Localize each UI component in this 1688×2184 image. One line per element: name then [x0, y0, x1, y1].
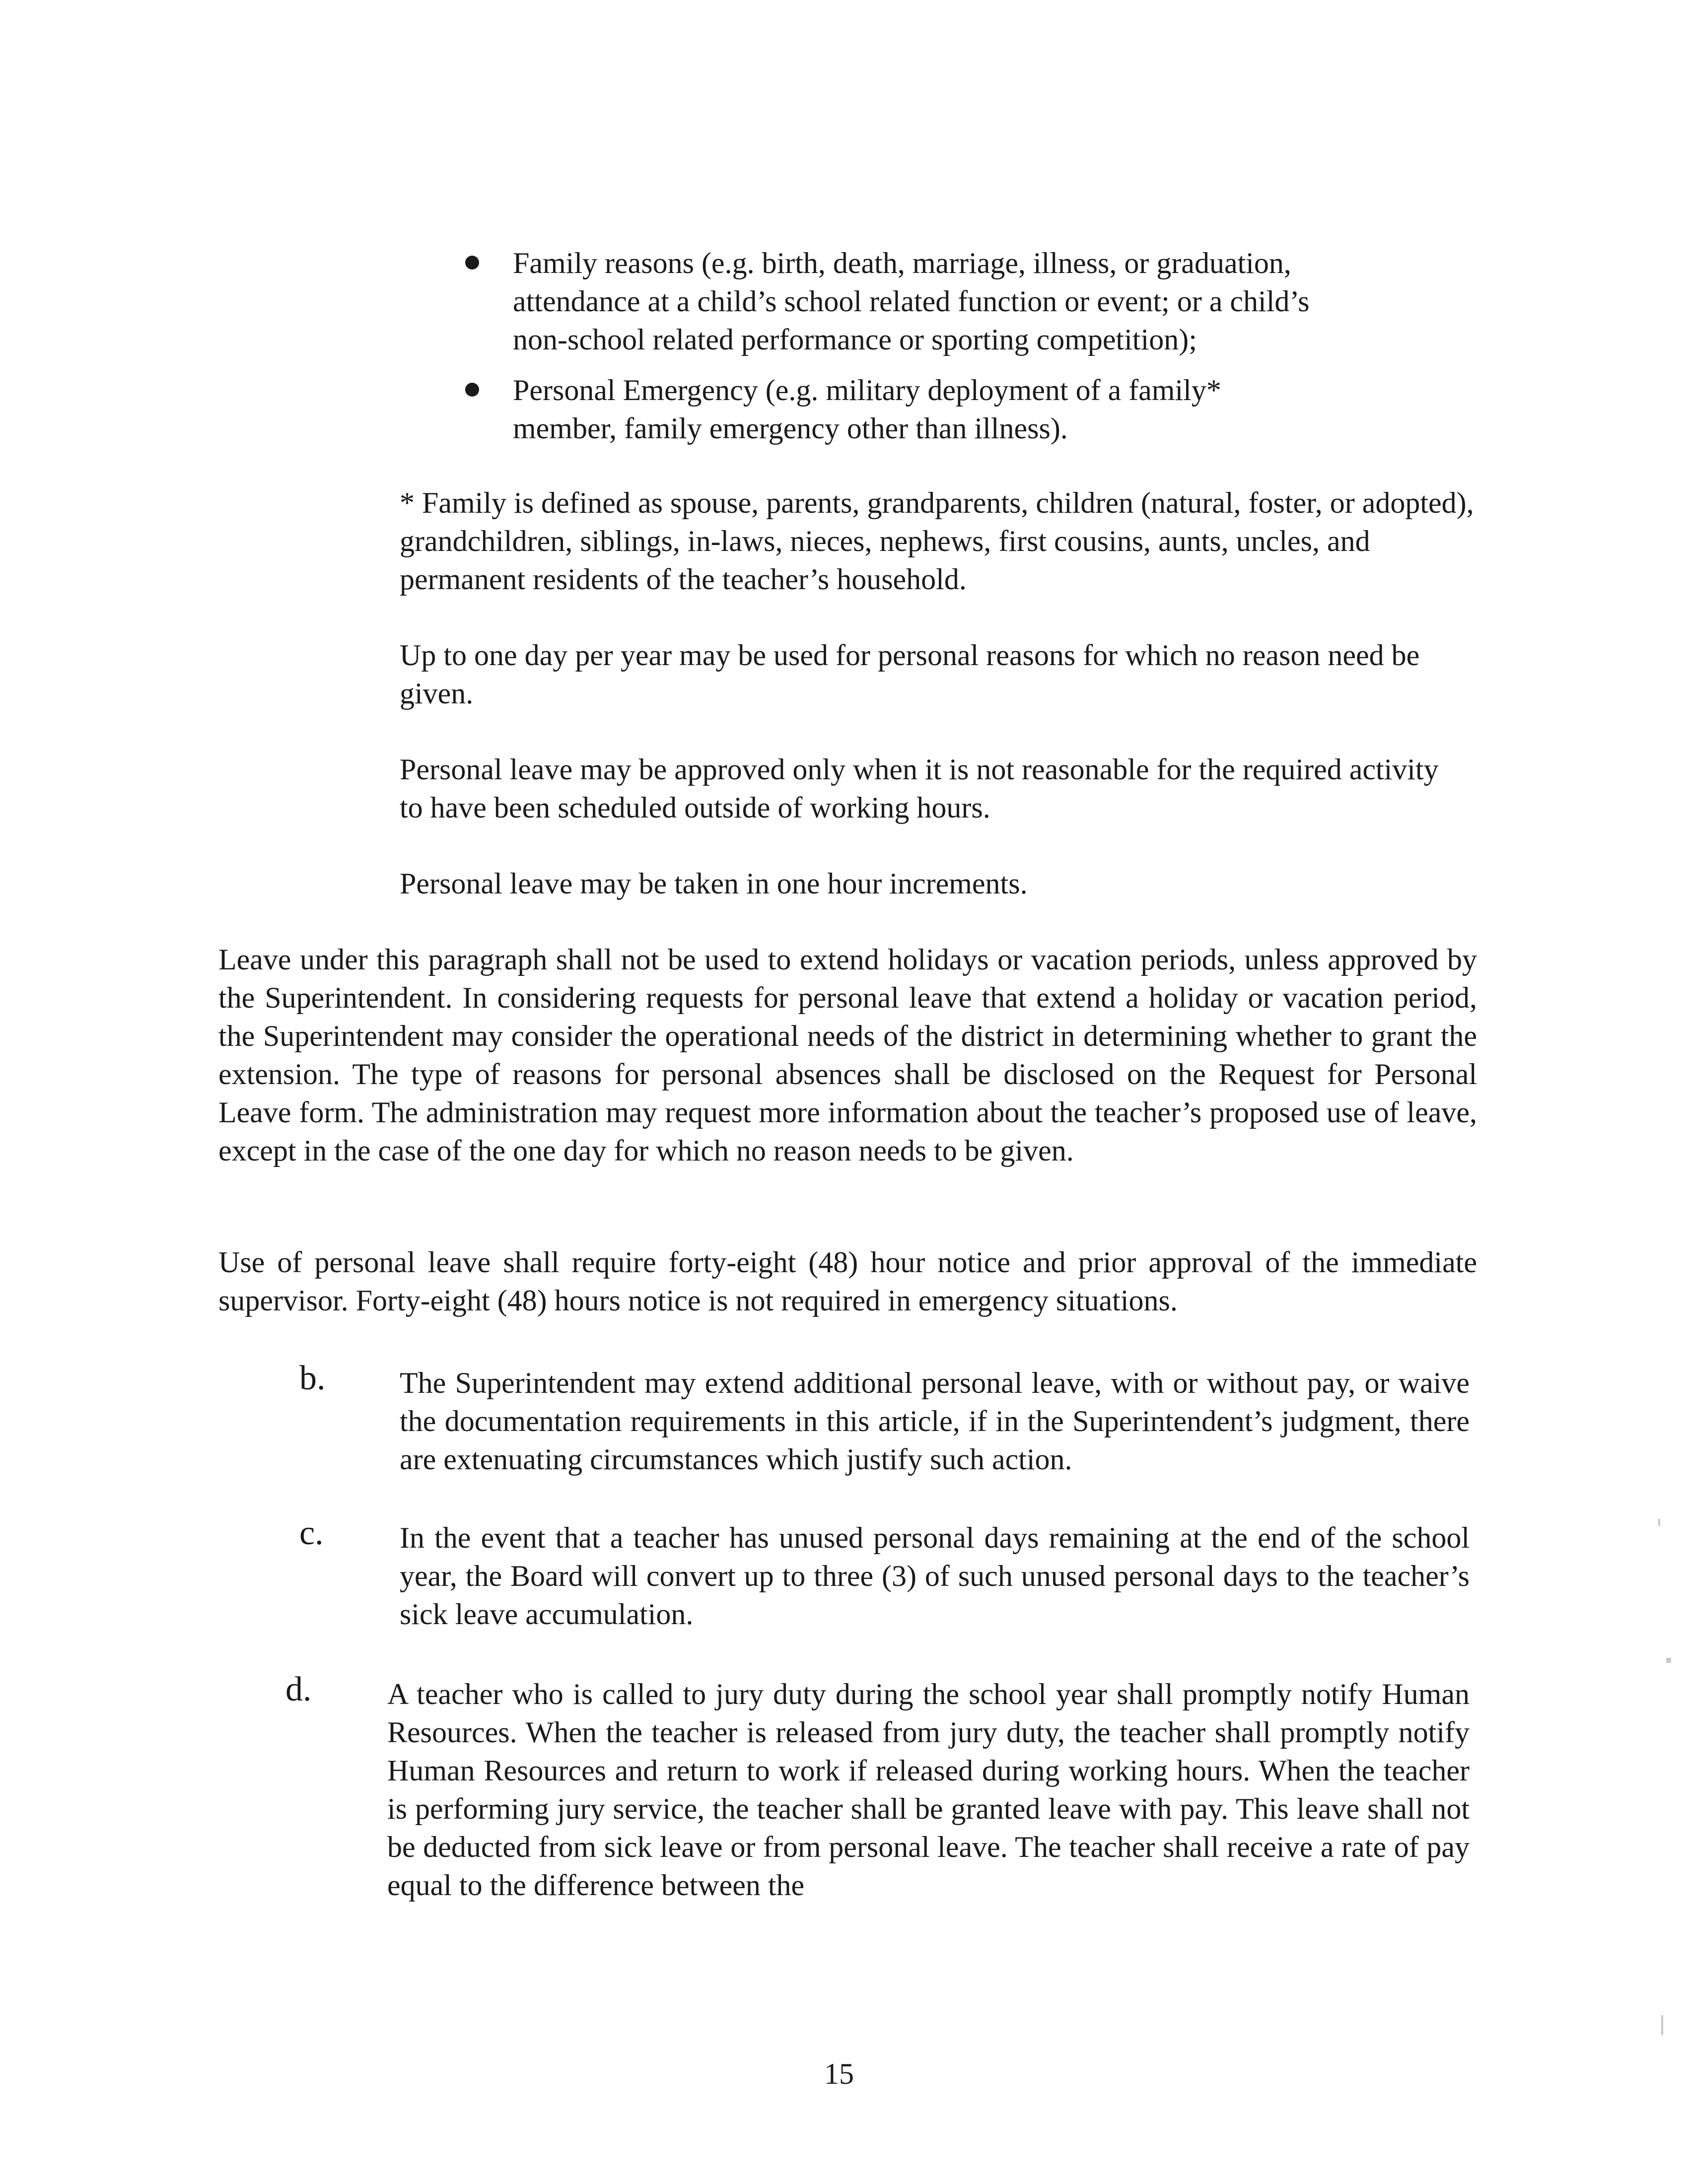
one-day-note: Up to one day per year may be used for personal reasons for which no reason need be given. — [400, 639, 1420, 710]
item-d-text: A teacher who is called to jury duty during the school year shall promptly notify Human Resources. When the teacher is released from jury duty, the teacher shall promptly notify Human Resources and return to work if released during working hours. When the teacher is performing jury service, the teacher shall be granted leave with pay. This leave shall not be deducted from sick leave or from personal leave. The teacher shall receive a rate of pay equal to the difference between the — [387, 1678, 1470, 1902]
scan-speck — [1661, 2015, 1663, 2035]
item-marker-b: b. — [299, 1359, 326, 1397]
item-marker-c: c. — [299, 1514, 324, 1552]
bullet-line: Personal Emergency (e.g. military deployment of a family* — [513, 374, 1221, 407]
page-number: 15 — [824, 2057, 854, 2090]
item-c-text: In the event that a teacher has unused personal days remaining at the end of the school year, the Board will convert up to three (3) of such unused personal days to the teacher’s sick leave accumulation. — [400, 1521, 1470, 1631]
scan-speck — [1666, 1658, 1671, 1663]
bullet-line: attendance at a child’s school related function or event; or a child’s — [513, 285, 1310, 318]
bullet-dot-icon — [465, 383, 479, 397]
notice-paragraph: Use of personal leave shall require forty-eight (48) hour notice and prior approval of the immediate supervisor. Forty-eight (48) hours notice is not required in emergency situations. — [218, 1246, 1477, 1317]
family-definition-note: * Family is defined as spouse, parents, grandparents, children (natural, foster, or adopted), grandchildren, siblings, in-laws, nieces, nephews, first cousins, aunts, uncles, and permanent residents of the teacher’s household. — [400, 486, 1474, 596]
bullet-dot-icon — [465, 256, 479, 270]
bullet-line: non-school related performance or sporting competition); — [513, 323, 1197, 356]
item-marker-d: d. — [285, 1670, 312, 1708]
bullet-item-family-reasons — [513, 244, 1506, 359]
bullet-line: member, family emergency other than illness). — [513, 412, 1068, 445]
bullet-line: Family reasons (e.g. birth, death, marriage, illness, or graduation, — [513, 247, 1291, 279]
scan-speck — [1658, 1519, 1660, 1526]
item-b-text: The Superintendent may extend additional personal leave, with or without pay, or waive the documentation requirements in this article, if in the Superintendent’s judgment, there are extenuating circumstances which justify such action. — [400, 1366, 1470, 1476]
bullet-item-personal-emergency — [513, 371, 1506, 448]
increment-note: Personal leave may be taken in one hour increments. — [400, 867, 1028, 900]
approval-note: Personal leave may be approved only when it is not reasonable for the required activity to have been scheduled outside of working hours. — [400, 753, 1439, 824]
holiday-paragraph: Leave under this paragraph shall not be used to extend holidays or vacation periods, unless approved by the Superintendent. In considering requests for personal leave that extend a holiday or vacation period, the Superintendent may consider the operational needs of the district in determining whether to grant the extension. The type of reasons for personal absences shall be disclosed on the Request for Personal Leave form. The administration may request more information about the teacher’s proposed use of leave, except in the case of the one day for which no reason needs to be given. — [218, 943, 1477, 1167]
